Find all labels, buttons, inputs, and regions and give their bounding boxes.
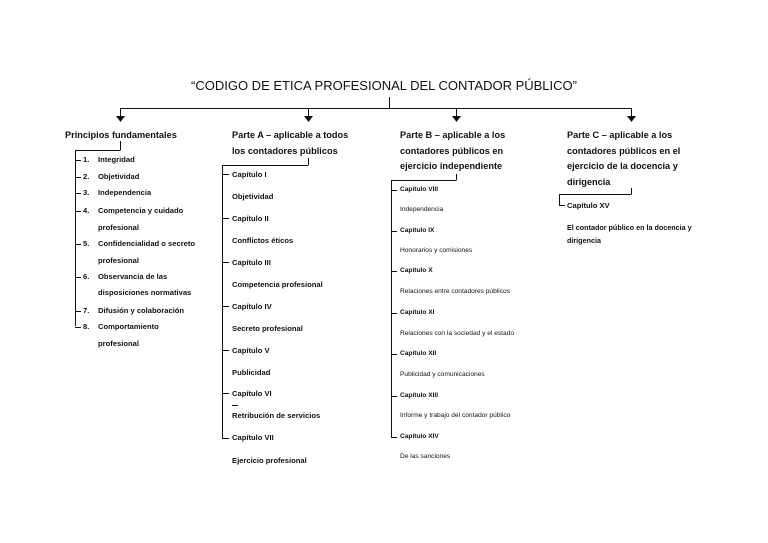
- arrowhead-parte-a: [304, 116, 313, 122]
- chapter-label: Capítulo XIII: [400, 392, 439, 399]
- chapter-title: Independencia: [400, 206, 444, 213]
- arrowhead-principios: [116, 116, 125, 122]
- chapter-title: Ejercicio profesional: [232, 456, 307, 465]
- chapter-title: Conflictos éticos: [232, 236, 294, 245]
- arrowhead-parte-b: [452, 116, 461, 122]
- heading-parte-a: Parte A – aplicable a todos los contadores públicos: [232, 130, 349, 156]
- chapter-title: Publicidad: [232, 368, 271, 377]
- heading-principios: Principios fundamentales: [65, 130, 177, 140]
- heading-parte-c: Parte C – aplicable a los contadores públicos en el ejercicio de la docencia y dirigencia: [567, 130, 681, 187]
- chapter-label: Capítulo VI: [232, 389, 272, 398]
- chapter-title: Relaciones con la sociedad y el estado: [400, 330, 514, 337]
- chapter-label: Capítulo IX: [400, 227, 435, 234]
- chapter-label: Capítulo VII: [232, 433, 274, 442]
- chapter-label: Capítulo XIV: [400, 433, 439, 440]
- chapter-title: Honorarios y comisiones: [400, 247, 473, 254]
- chapter-label: Capítulo XV: [567, 201, 610, 210]
- chapter-title: Retribución de servicios: [232, 411, 321, 420]
- chapter-label: Capítulo XII: [400, 350, 437, 357]
- chapter-title: Informe y trabajo del contador público: [400, 412, 511, 419]
- chapter-title: El contador público en la docencia y dirigencia: [567, 223, 692, 245]
- chapter-label: Capítulo II: [232, 214, 269, 223]
- diagram-title: “CODIGO DE ETICA PROFESIONAL DEL CONTADOR PÚBLICO”: [191, 78, 577, 93]
- arrowhead-parte-c: [627, 116, 636, 122]
- chapter-title: Objetividad: [232, 192, 274, 201]
- chapter-title: Secreto profesional: [232, 324, 303, 333]
- chapter-label: Capítulo IV: [232, 302, 272, 311]
- chapter-title: Publicidad y comunicaciones: [400, 371, 485, 378]
- heading-parte-b: Parte B – aplicable a los contadores públicos en ejercicio independiente: [400, 130, 506, 171]
- chapter-title: Competencia profesional: [232, 280, 323, 289]
- chapter-label: Capítulo III: [232, 258, 271, 267]
- chapter-label: Capítulo I: [232, 170, 267, 179]
- chapter-title: De las sanciones: [400, 453, 451, 460]
- chapter-label: Capítulo VIII: [400, 186, 439, 193]
- chapter-label: Capítulo V: [232, 346, 270, 355]
- chapter-label: Capítulo XI: [400, 309, 435, 316]
- chapter-title: Relaciones entre contadores públicos: [400, 288, 510, 295]
- chapter-label: Capítulo X: [400, 267, 433, 274]
